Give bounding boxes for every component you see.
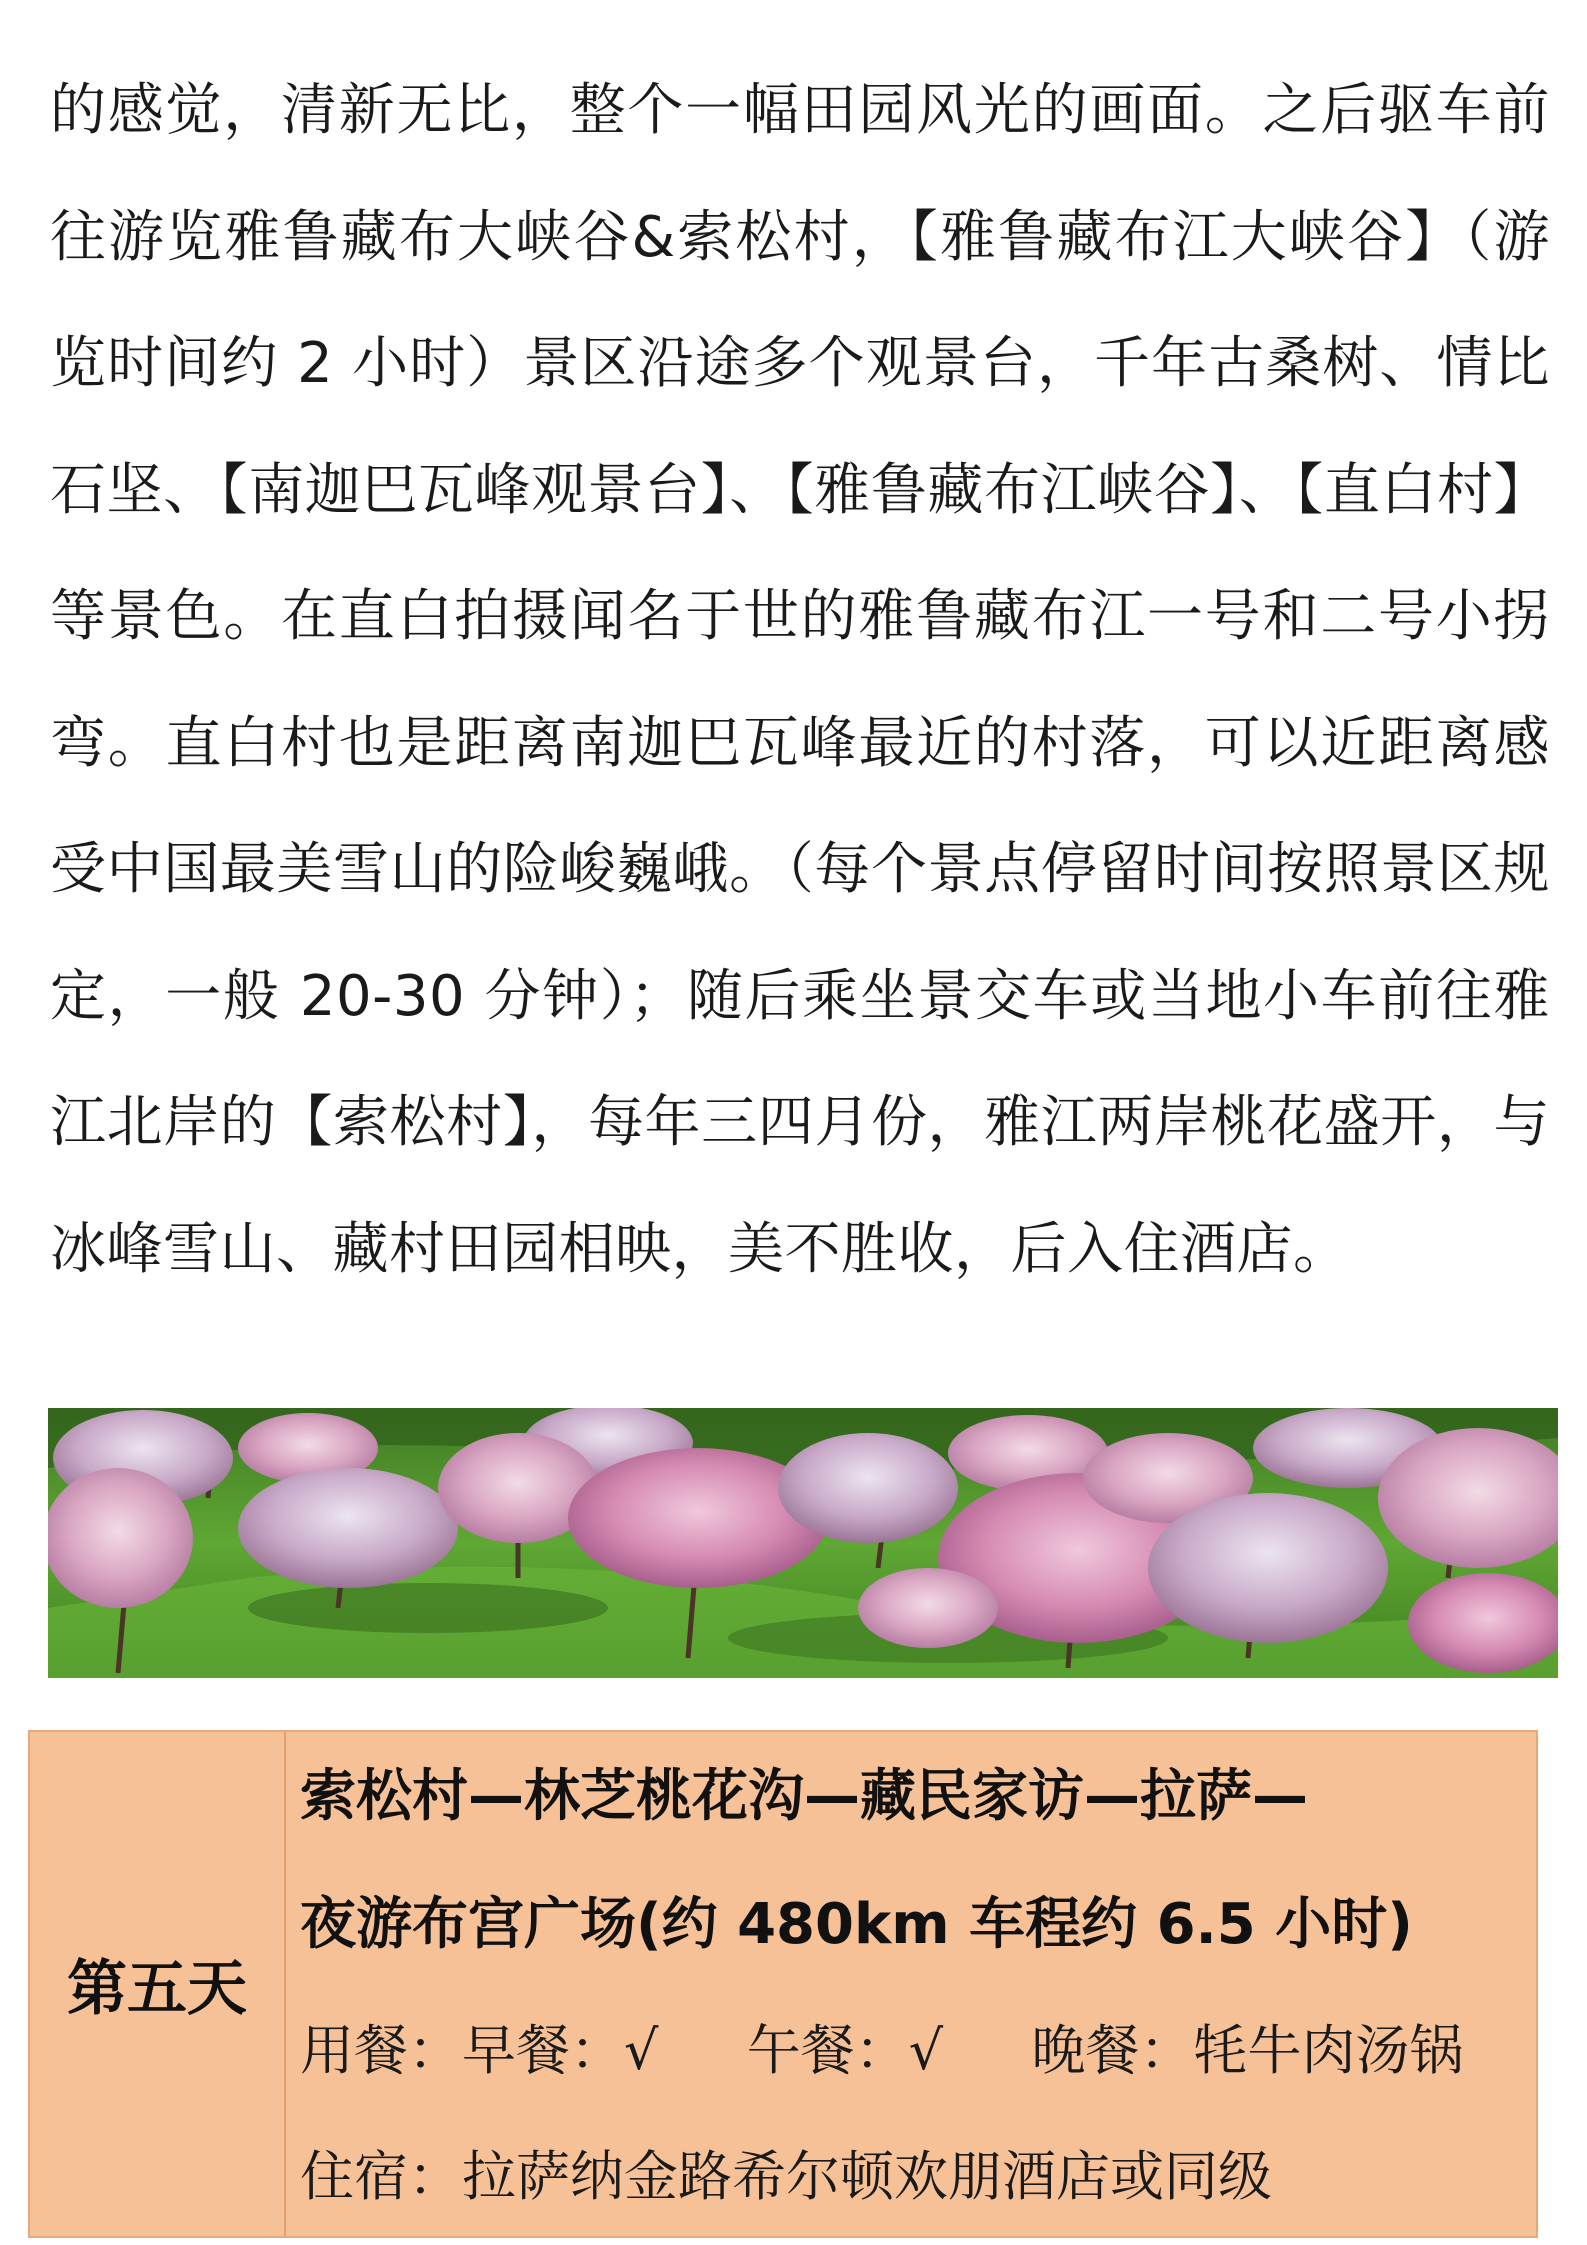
hotel-line: 住宿：拉萨纳金路希尔顿欢朋酒店或同级	[300, 2145, 1272, 2208]
dinner-text: 晚餐：牦牛肉汤锅	[1031, 2019, 1464, 2082]
lunch-text: 午餐：√	[746, 2019, 944, 2082]
peach-blossom-photo	[48, 1408, 1558, 1678]
meals-line	[300, 1988, 1526, 2114]
itinerary-table	[28, 1730, 1538, 2238]
day-content	[300, 1732, 1526, 2240]
route-title-line2: 夜游布宫广场(约 480km 车程约 6.5 小时)	[300, 1892, 1413, 1957]
column-divider	[284, 1732, 286, 2236]
route-title-line1: 索松村—林芝桃花沟—藏民家访—拉萨—	[300, 1764, 1308, 1829]
body-paragraph: 的感觉，清新无比，整个一幅田园风光的画面。之后驱车前往游览雅鲁藏布大峡谷&索松村，【雅鲁藏布江大峡谷】（游览时间约 2 小时）景区沿途多个观景台，千年古桑树、情比石坚、【南迦巴瓦峰观景台】、【雅鲁藏布江峡谷】、【直白村】等景色。在直白拍摄闻名于世的雅鲁藏布江一号和二号小拐弯。直白村也是距离南迦巴瓦峰最近的村落，可以近距离感受中国最美雪山的险峻巍峨。（每个景点停留时间按照景区规定，一般 20-30 分钟）；随后乘坐景交车或当地小车前往雅江北岸的【索松村】，每年三四月份，雅江两岸桃花盛开，与冰峰雪山、藏村田园相映，美不胜收，后入住酒店。	[50, 78, 1550, 1282]
day-label: 第五天	[67, 1954, 247, 2024]
breakfast-text: 用餐：早餐：√	[300, 2019, 659, 2082]
